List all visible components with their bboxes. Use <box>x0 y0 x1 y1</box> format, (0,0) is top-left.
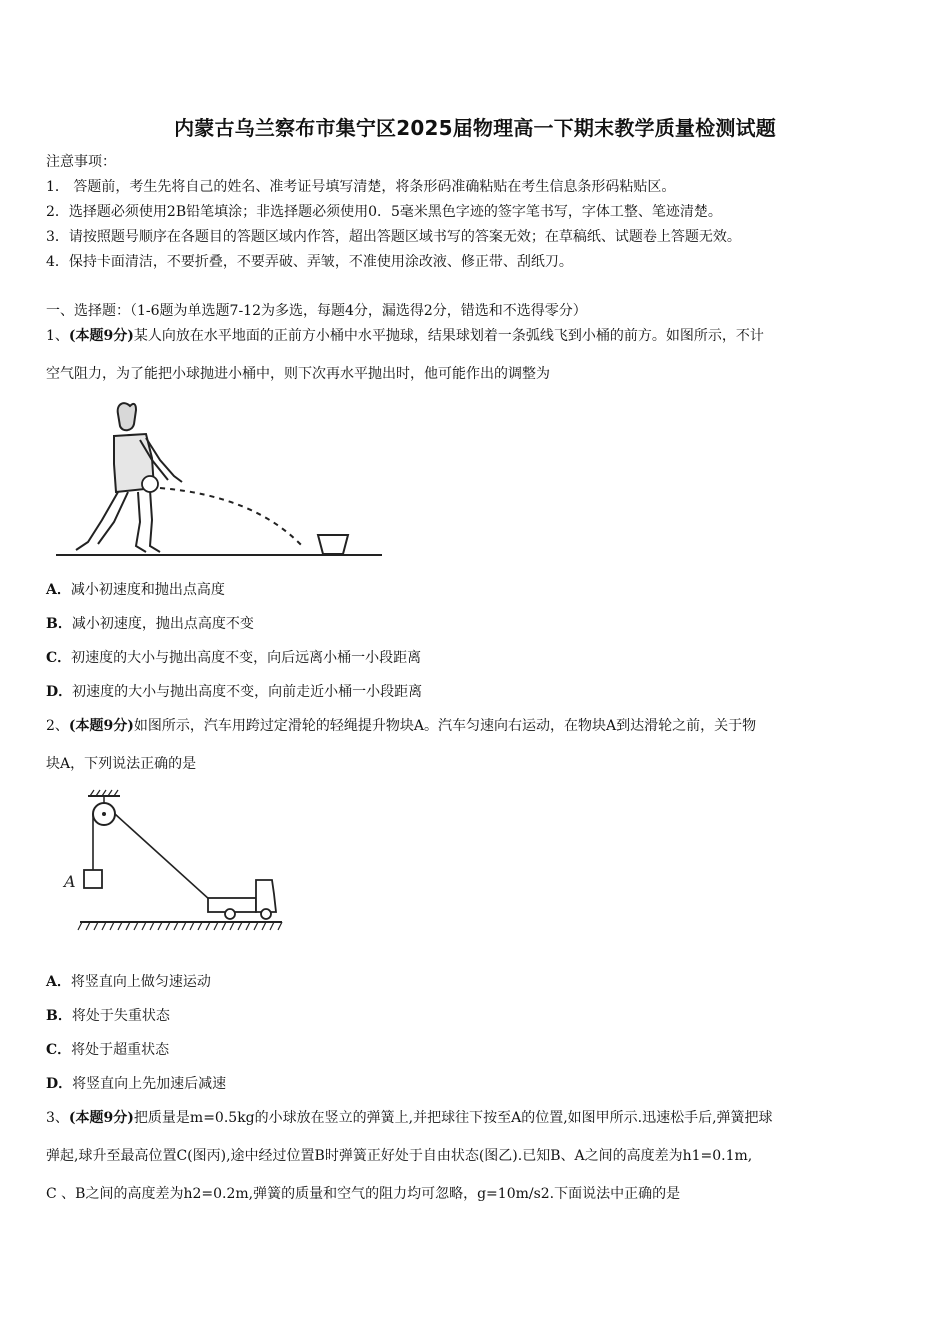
q2-option-a <box>46 972 211 992</box>
figure-throw-ball <box>56 396 386 561</box>
section-heading: 一、选择题：（1-6题为单选题7-12为多选，每题4分，漏选得2分，错选和不选得零分） <box>46 303 587 319</box>
option-key: B． <box>46 1008 72 1024</box>
question-1-line2: 空气阻力，为了能把小球抛进小桶中，则下次再水平抛出时，他可能作出的调整为 <box>46 366 550 382</box>
notice-item: 4．保持卡面清洁，不要折叠，不要弄破、弄皱，不准使用涂改液、修正带、刮纸刀。 <box>46 254 573 270</box>
page-title: 内蒙古乌兰察布市集宁区2025届物理高一下期末教学质量检测试题 <box>174 116 776 140</box>
question-3-line3: C 、B之间的高度差为h2=0.2m,弹簧的质量和空气的阻力均可忽略，g=10m/s2.下面说法中正确的是 <box>46 1186 681 1202</box>
question-text: 把质量是m=0.5kg的小球放在竖立的弹簧上,并把球往下按至A的位置,如图甲所示.迅速松手后,弹簧把球 <box>133 1110 773 1126</box>
question-score-tag: (本题9分) <box>68 718 134 734</box>
question-number: 3、 <box>46 1110 69 1126</box>
q1-option-c <box>46 648 421 668</box>
question-text: 如图所示，汽车用跨过定滑轮的轻绳提升物块A。汽车匀速向右运动，在物块A到达滑轮之前，关于物 <box>133 718 757 734</box>
option-text: 减小初速度，抛出点高度不变 <box>71 616 254 632</box>
option-text: 初速度的大小与抛出高度不变，向后远离小桶一小段距离 <box>71 650 422 666</box>
block-a-label: A <box>64 872 76 891</box>
bucket-icon <box>318 535 348 554</box>
option-text: 将处于超重状态 <box>71 1042 170 1058</box>
question-2-line1 <box>46 716 756 736</box>
option-key: A． <box>46 582 71 598</box>
q1-option-a <box>46 580 225 600</box>
question-1-line1 <box>46 326 764 346</box>
q2-option-b <box>46 1006 170 1026</box>
option-key: B． <box>46 616 72 632</box>
question-text: 某人向放在水平地面的正前方小桶中水平抛球，结果球划着一条弧线飞到小桶的前方。如图所示，不计 <box>133 328 764 344</box>
option-text: 减小初速度和抛出点高度 <box>70 582 225 598</box>
option-text: 将处于失重状态 <box>71 1008 170 1024</box>
trajectory-arc <box>160 488 304 548</box>
notice-heading: 注意事项： <box>46 154 116 170</box>
option-key: D． <box>46 1076 73 1092</box>
option-text: 初速度的大小与抛出高度不变，向前走近小桶一小段距离 <box>72 684 423 700</box>
option-key: C． <box>46 1042 72 1058</box>
person-figure <box>76 403 182 552</box>
q1-option-d <box>46 682 422 702</box>
option-key: A． <box>46 974 71 990</box>
option-text: 将竖直向上做匀速运动 <box>70 974 211 990</box>
notice-item: 1． 答题前，考生先将自己的姓名、准考证号填写清楚，将条形码准确粘贴在考生信息条形码粘贴区。 <box>46 179 676 195</box>
question-score-tag: (本题9分) <box>68 328 134 344</box>
block-a-icon <box>84 870 102 888</box>
car-icon <box>208 880 276 919</box>
question-number: 1、 <box>46 328 69 344</box>
q2-option-c <box>46 1040 169 1060</box>
ball-icon <box>142 476 158 492</box>
q1-option-b <box>46 614 254 634</box>
option-text: 将竖直向上先加速后减速 <box>72 1076 227 1092</box>
question-3-line2: 弹起,球升至最高位置C(图丙),途中经过位置B时弹簧正好处于自由状态(图乙).已知B、A之间的高度差为h1=0.1m, <box>46 1148 753 1164</box>
q2-option-d <box>46 1074 226 1094</box>
question-2-line2: 块A，下列说法正确的是 <box>46 756 197 772</box>
question-number: 2、 <box>46 718 69 734</box>
option-key: C． <box>46 650 72 666</box>
notice-item: 2．选择题必须使用2B铅笔填涂；非选择题必须使用0．5毫米黑色字迹的签字笔书写，字体工整、笔迹清楚。 <box>46 204 722 220</box>
notice-item: 3．请按照题号顺序在各题目的答题区域内作答，超出答题区域书写的答案无效；在草稿纸、试题卷上答题无效。 <box>46 229 741 245</box>
question-3-line1 <box>46 1108 773 1128</box>
figure-pulley-car <box>60 790 285 940</box>
option-key: D． <box>46 684 73 700</box>
question-score-tag: (本题9分) <box>68 1110 134 1126</box>
